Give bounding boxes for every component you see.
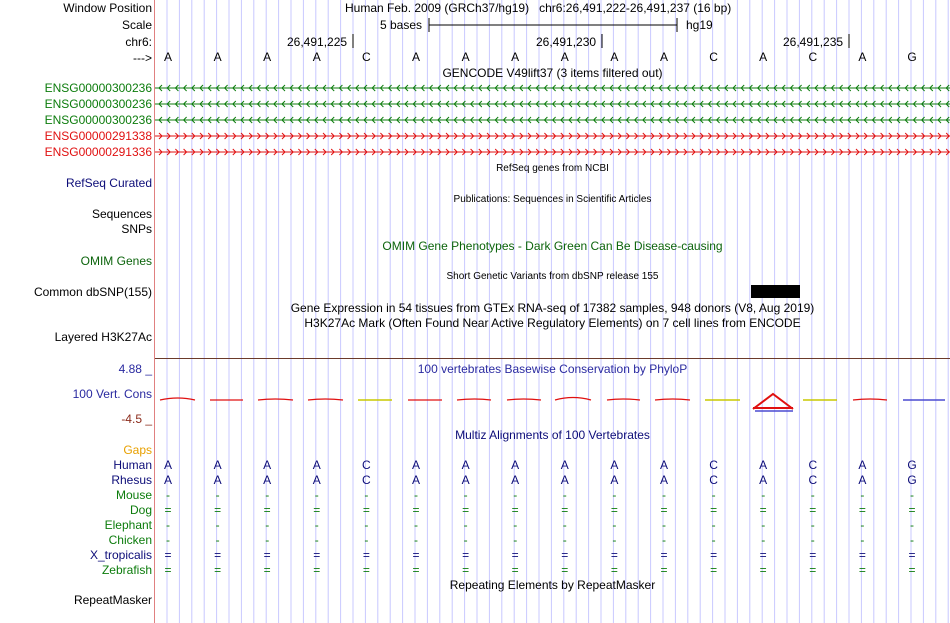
position-readout: chr6:26,491,222-26,491,237 (16 bp) [539, 1, 732, 15]
base-letter: A [610, 50, 619, 64]
species-label[interactable]: Human [113, 458, 152, 472]
phylop-track-label[interactable]: 100 Vert. Cons [72, 387, 152, 401]
base-letter: C [808, 50, 818, 64]
base-letter: = [362, 503, 370, 517]
base-letter: A [263, 50, 272, 64]
base-letter: A [263, 458, 272, 472]
scale-text: 5 bases [380, 18, 423, 32]
base-letter: - [414, 488, 418, 502]
base-letter: = [561, 548, 569, 562]
base-letter: - [761, 518, 766, 532]
base-letter: A [759, 473, 768, 487]
base-letter: = [660, 548, 668, 562]
base-letter: A [213, 50, 222, 64]
gencode-transcript-line[interactable] [155, 82, 950, 94]
base-letter: A [163, 473, 172, 487]
gencode-item-label[interactable]: ENSG00000300236 [44, 81, 152, 95]
base-letter: = [759, 548, 767, 562]
species-label[interactable]: Dog [129, 503, 152, 517]
repeatmasker-track-label[interactable]: RepeatMasker [73, 593, 152, 607]
ruler-tick-label: 26,491,235 [783, 35, 844, 49]
sequences-track-label[interactable]: Sequences [91, 207, 152, 221]
base-letter: = [214, 563, 222, 577]
base-letter: = [263, 503, 271, 517]
base-letter: - [463, 533, 468, 547]
base-letter: A [759, 458, 768, 472]
base-letter: - [761, 488, 766, 502]
ruler-tick-label: 26,491,230 [536, 35, 597, 49]
base-letter: - [265, 488, 270, 502]
dbsnp-track-title: Short Genetic Variants from dbSNP release 155 [446, 271, 659, 282]
base-letter: A [213, 458, 222, 472]
gencode-item-label[interactable]: ENSG00000291338 [44, 129, 152, 143]
base-letter: C [808, 458, 818, 472]
gaps-track-label[interactable]: Gaps [123, 443, 152, 457]
base-letter: = [561, 563, 569, 577]
base-letter: A [858, 50, 867, 64]
base-letter: - [662, 533, 666, 547]
omim-track-label[interactable]: OMIM Genes [80, 254, 152, 268]
base-letter: - [662, 518, 666, 532]
base-letter: A [213, 473, 222, 487]
base-letter: - [612, 488, 617, 502]
repeatmasker-track-title: Repeating Elements by RepeatMasker [449, 578, 656, 592]
base-letter: C [362, 473, 371, 487]
base-letter: - [810, 488, 815, 502]
base-letter: - [463, 518, 468, 532]
base-letter: - [612, 533, 617, 547]
base-letter: - [166, 533, 170, 547]
base-letter: = [809, 563, 817, 577]
base-letter: = [858, 503, 866, 517]
ruler-ticks [155, 34, 950, 50]
base-letter: A [759, 50, 768, 64]
gencode-transcript-line[interactable] [155, 146, 950, 158]
base-letter: = [710, 503, 718, 517]
base-letter: - [414, 518, 418, 532]
base-letter: G [907, 458, 917, 472]
base-letter: G [907, 473, 917, 487]
base-letter: - [810, 533, 815, 547]
base-letter: - [166, 518, 170, 532]
base-letter: - [265, 518, 270, 532]
dbsnp-track-label[interactable]: Common dbSNP(155) [33, 285, 152, 299]
base-letter: - [910, 488, 914, 502]
base-letter: - [215, 518, 220, 532]
base-letter: - [810, 518, 815, 532]
base-letter: = [313, 548, 321, 562]
scale-db: hg19 [686, 18, 713, 32]
base-letter: A [263, 473, 272, 487]
base-letter: = [214, 548, 222, 562]
base-letter: = [263, 548, 271, 562]
gencode-transcript-line[interactable] [155, 114, 950, 126]
base-letter: A [610, 458, 619, 472]
chrom-label: chr6: [125, 35, 152, 49]
base-letter: C [709, 50, 718, 64]
base-letter: A [411, 458, 420, 472]
refseq-track-title: RefSeq genes from NCBI [496, 163, 609, 174]
h3k27ac-track-divider [155, 358, 950, 359]
base-letter: A [461, 458, 470, 472]
species-label[interactable]: Mouse [115, 488, 152, 502]
base-letter: - [711, 488, 716, 502]
base-letter: - [513, 518, 518, 532]
base-letter: = [908, 503, 916, 517]
base-letter: - [314, 488, 319, 502]
base-letter: A [411, 50, 420, 64]
base-letter: - [711, 533, 716, 547]
base-letter: A [312, 50, 321, 64]
base-letter: A [312, 458, 321, 472]
base-letter: - [364, 518, 369, 532]
base-letter: - [562, 488, 567, 502]
base-letter: - [314, 518, 319, 532]
base-letter: A [411, 473, 420, 487]
base-letter: A [511, 458, 520, 472]
base-letter: C [362, 50, 371, 64]
base-letter: A [461, 50, 470, 64]
base-letter: = [710, 548, 718, 562]
base-letter: - [414, 533, 418, 547]
base-letter: = [412, 503, 420, 517]
base-letter: - [910, 533, 914, 547]
publications-track-title: Publications: Sequences in Scientific Articles [453, 194, 652, 205]
base-letter: = [164, 503, 172, 517]
base-letter: - [910, 518, 914, 532]
base-letter: - [612, 518, 617, 532]
base-letter: = [362, 548, 370, 562]
base-letter: A [511, 473, 520, 487]
base-letter: = [313, 503, 321, 517]
base-letter: - [860, 533, 865, 547]
base-letter: = [313, 563, 321, 577]
base-letter: A [511, 50, 520, 64]
base-letter: = [412, 563, 420, 577]
h3k27ac-track-label[interactable]: Layered H3K27Ac [54, 330, 152, 344]
base-letter: = [610, 563, 618, 577]
base-letter: = [214, 503, 222, 517]
base-letter: = [759, 503, 767, 517]
multiz-track-title: Multiz Alignments of 100 Vertebrates [455, 428, 650, 442]
base-letter: = [660, 503, 668, 517]
phylop-max-label: 4.88 _ [118, 362, 152, 376]
base-letter: A [163, 50, 172, 64]
base-letter: - [364, 533, 369, 547]
base-letter: - [662, 488, 666, 502]
base-letter: - [265, 533, 270, 547]
base-letter: A [659, 473, 668, 487]
h3k27ac-track-title: H3K27Ac Mark (Often Found Near Active Regulatory Elements) on 7 cell lines from ENCODE [304, 316, 801, 330]
strand-arrow-label: ---> [133, 51, 152, 65]
base-letter: A [560, 50, 569, 64]
gencode-transcript-line[interactable] [155, 130, 950, 142]
base-letter: = [858, 563, 866, 577]
base-letter: = [908, 563, 916, 577]
base-letter: = [511, 548, 519, 562]
base-letter: = [462, 548, 470, 562]
base-letter: - [860, 488, 865, 502]
ruler-tick-label: 26,491,225 [287, 35, 348, 49]
base-letter: - [215, 533, 220, 547]
base-letter: = [362, 563, 370, 577]
base-letter: = [610, 503, 618, 517]
base-letter: = [710, 563, 718, 577]
base-letter: A [312, 473, 321, 487]
refseq-track-label[interactable]: RefSeq Curated [65, 176, 152, 190]
base-letter: = [908, 548, 916, 562]
base-letter: = [511, 503, 519, 517]
gencode-track-title: GENCODE V49lift37 (3 items filtered out) [442, 66, 663, 80]
base-letter: - [562, 533, 567, 547]
base-letter: A [610, 473, 619, 487]
gtex-track-title: Gene Expression in 54 tissues from GTEx RNA-seq of 17382 samples, 948 donors (V8, Aug 2019) [290, 301, 815, 315]
base-letter: - [513, 488, 518, 502]
base-letter: = [462, 563, 470, 577]
base-letter: = [809, 548, 817, 562]
phylop-track-title: 100 vertebrates Basewise Conservation by PhyloP [417, 362, 688, 376]
base-letter: - [761, 533, 766, 547]
base-letter: A [659, 50, 668, 64]
species-label[interactable]: Elephant [104, 518, 152, 532]
base-letter: = [164, 563, 172, 577]
window-position-label: Window Position [63, 1, 152, 15]
snps-track-label[interactable]: SNPs [121, 222, 152, 236]
base-letter: A [560, 473, 569, 487]
base-letter: = [263, 563, 271, 577]
base-letter: - [364, 488, 369, 502]
base-letter: A [858, 473, 867, 487]
base-letter: A [560, 458, 569, 472]
base-letter: - [860, 518, 865, 532]
base-letter: - [314, 533, 319, 547]
base-letter: - [562, 518, 567, 532]
base-letter: C [709, 458, 718, 472]
base-letter: = [610, 548, 618, 562]
gencode-item-label[interactable]: ENSG00000300236 [44, 97, 152, 111]
base-letter: = [462, 503, 470, 517]
base-letter: C [709, 473, 718, 487]
base-letter: = [759, 563, 767, 577]
base-letter: = [561, 503, 569, 517]
assembly-title: Human Feb. 2009 (GRCh37/hg19) chr6:26,491,222-26,491,237 (16 bp) [345, 1, 732, 15]
omim-track-title: OMIM Gene Phenotypes - Dark Green Can Be Disease-causing [382, 239, 723, 253]
base-letter: = [412, 548, 420, 562]
scale-bar [428, 17, 680, 33]
phylop-graph [155, 390, 950, 414]
base-letter: - [513, 533, 518, 547]
gencode-transcript-line[interactable] [155, 98, 950, 110]
phylop-min-label: -4.5 _ [121, 412, 152, 426]
base-letter: = [660, 563, 668, 577]
base-letter: G [907, 50, 917, 64]
base-letter: A [659, 458, 668, 472]
species-label[interactable]: Zebrafish [101, 563, 152, 577]
base-letter: A [461, 473, 470, 487]
species-label[interactable]: Rhesus [111, 473, 152, 487]
dbsnp-variant-feature[interactable] [751, 285, 800, 298]
base-letter: C [808, 473, 818, 487]
species-label[interactable]: X_tropicalis [89, 548, 152, 562]
base-letter: - [711, 518, 716, 532]
base-letter: = [164, 548, 172, 562]
base-letter: C [362, 458, 371, 472]
base-letter: - [166, 488, 170, 502]
gencode-item-label[interactable]: ENSG00000291336 [44, 145, 152, 159]
base-letter: A [163, 458, 172, 472]
base-letter: - [215, 488, 220, 502]
species-label[interactable]: Chicken [108, 533, 152, 547]
base-letter: = [858, 548, 866, 562]
scale-label: Scale [121, 18, 152, 32]
base-letter: - [463, 488, 468, 502]
base-letter: = [511, 563, 519, 577]
base-letter: = [809, 503, 817, 517]
gencode-item-label[interactable]: ENSG00000300236 [44, 113, 152, 127]
base-letter: A [858, 458, 867, 472]
